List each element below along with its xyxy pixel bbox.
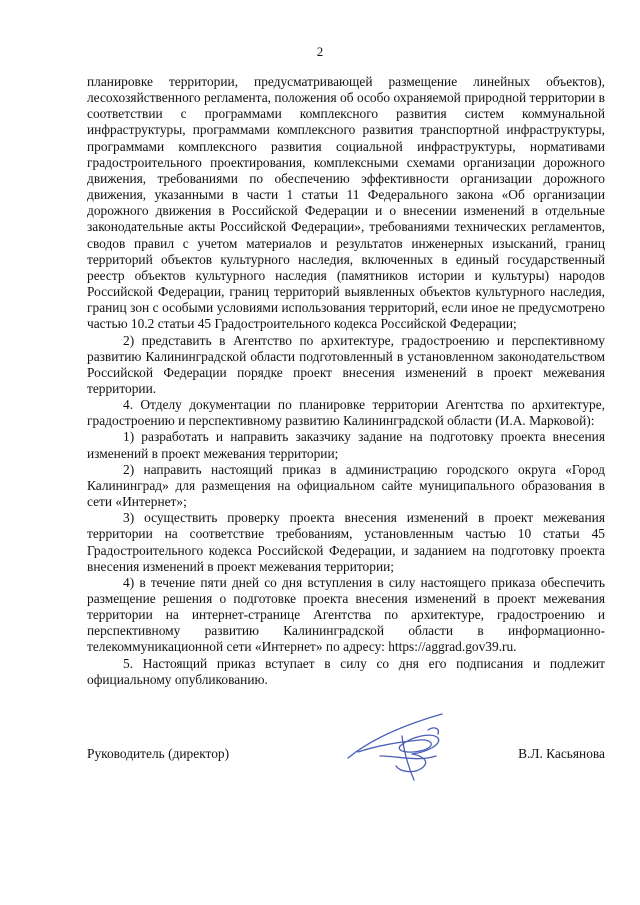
page-number: 2	[316, 44, 324, 59]
paragraph-item-2: 2) представить в Агентство по архитектуре, градостроению и перспективному развитию Калининградской области подготовленный в установленном законодательством Российской Федерации порядке проект внесения изменений в проект межевания территории.	[87, 332, 605, 396]
signatory-name: В.Л. Касьянова	[518, 746, 605, 761]
signatory-title: Руководитель (директор)	[87, 746, 230, 761]
paragraph-continuation: планировке территории, предусматривающей размещение линейных объектов), лесохозяйственного регламента, положения об особо охраняемой природной территории в соответствии с программами комплексного развития систем коммунальной инфраструктуры, программами комплексного развития транспортной инфраструктуры, программами комплексного развития социальной инфраструктуры, нормативами градостроительного проектирования, комплексными схемами организации дорожного движения, требованиями по обеспечению эффективности организации дорожного движения, указанными в части 1 статьи 11 Федерального закона «Об организации дорожного движения в Российской Федерации и о внесении изменений в отдельные законодательные акты Российской Федерации», требованиями технических регламентов, сводов правил с учетом материалов и результатов инженерных изысканий, границ территорий объектов культурного наследия, включенных в единый государственный реестр объектов культурного наследия (памятников истории и культуры) народов Российской Федерации, границ территорий выявленных объектов культурного наследия, границ зон с особыми условиями использования территорий, если иное не предусмотрено частью 10.2 статьи 45 Градостроительного кодекса Российской Федерации;	[87, 74, 605, 332]
paragraph-item-4-1: 1) разработать и направить заказчику задание на подготовку проекта внесения изменений в проект межевания территории;	[87, 429, 605, 461]
paragraph-item-4-4: 4) в течение пяти дней со дня вступления в силу настоящего приказа обеспечить размещение решения о подготовке проекта внесения изменений в проект межевания территории на интернет-странице Агентства по архитектуре, градостроению и перспективному развитию Калининградской области в информационно-телекоммуникационной сети «Интернет» по адресу: https://aggrad.gov39.ru.	[87, 574, 605, 655]
paragraph-item-4-2: 2) направить настоящий приказ в администрацию городского округа «Город Калининград» для размещения на официальном сайте муниципального образования в сети «Интернет»;	[87, 461, 605, 510]
document-body	[87, 74, 605, 688]
paragraph-section-5: 5. Настоящий приказ вступает в силу со дня его подписания и подлежит официальному опубликованию.	[87, 655, 605, 687]
paragraph-section-4: 4. Отделу документации по планировке территории Агентства по архитектуре, градостроению и перспективному развитию Калининградской области (И.А. Марковой):	[87, 397, 605, 429]
paragraph-item-4-3: 3) осуществить проверку проекта внесения изменений в проект межевания территории на соответствие требованиям, установленным частью 10 статьи 45 Градостроительного кодекса Российской Федерации, и заданием на подготовку проекта внесения изменений в проект межевания территории;	[87, 510, 605, 574]
signature-row	[87, 746, 605, 764]
